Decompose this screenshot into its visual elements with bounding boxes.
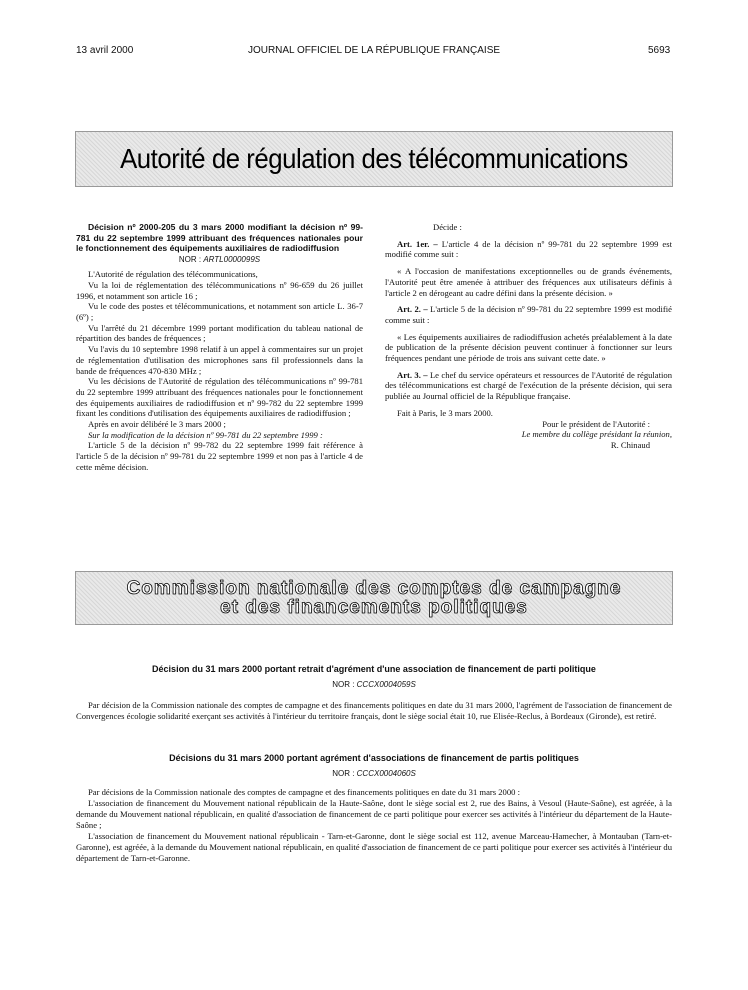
nor-label: NOR : <box>332 769 355 778</box>
header-journal-title: JOURNAL OFFICIEL DE LA RÉPUBLIQUE FRANÇAISE <box>247 45 501 56</box>
decision-2-title: Décisions du 31 mars 2000 portant agrément d'associations de financement de partis politiques <box>169 753 579 763</box>
nor-reference <box>76 255 363 266</box>
decision-1-paragraph: Par décision de la Commission nationale des comptes de campagne et des financements politiques en date du 31 mars 2000, l'agrément de l'association de financement de Convergences écologie solidarité exerçant ses activités à l'intérieur du territoire français, dont le siège social était 10, rue Elisée-Reclus, à Bordeaux (Gironde), est retiré. <box>76 700 672 721</box>
article-2 <box>385 304 672 325</box>
decision-2-nor <box>76 769 672 778</box>
article-3 <box>385 370 672 402</box>
signature-line-2: Le membre du collège présidant la réunion, <box>521 429 672 440</box>
decision-left-column <box>76 222 363 473</box>
visa-paragraph: Après en avoir délibéré le 3 mars 2000 ; <box>88 419 226 430</box>
decision-1-title: Décision du 31 mars 2000 portant retrait d'agrément d'une association de financement de parti politique <box>152 664 596 674</box>
article-1 <box>385 239 672 260</box>
article-label: Art. 3. – <box>397 369 428 380</box>
nor-code: ARTL0000099S <box>203 254 261 264</box>
nor-label: NOR : <box>178 254 202 264</box>
visa-paragraph: Vu la loi de réglementation des télécommunications nº 96-659 du 26 juillet 1996, et notamment son article 16 ; <box>76 279 363 301</box>
decision-2-body <box>76 787 672 864</box>
section-banner-cnccfp <box>75 571 673 625</box>
section-title-line-1: Commission nationale des comptes de campagne <box>126 578 622 599</box>
article-label: Art. 2. – <box>397 304 428 315</box>
nor-code: CCCX0004060S <box>356 769 416 778</box>
article-text: Le chef du service opérateurs et ressources de l'Autorité de régulation des télécommunications est chargé de l'exécution de la présente décision, qui sera publiée au Journal officiel de la République française. <box>385 369 672 402</box>
signature-date: Fait à Paris, le 3 mars 2000. <box>397 407 493 418</box>
nor-code: CCCX0004059S <box>356 680 416 689</box>
decision-2-paragraph: L'association de financement du Mouvement national républicain de la Haute-Saône, dont le siège social est 2, rue des Bains, à Vesoul (Haute-Saône), est agréée, à la demande du Mouvement national républicain, en qualité d'association de financement de ce parti politique pour exercer ses activités à l'intérieur du département de la Haute-Saône ; <box>76 798 672 830</box>
decision-2-paragraph: Par décisions de la Commission nationale des comptes de campagne et des financements politiques en date du 31 mars 2000 : <box>88 787 520 797</box>
header-page-number: 5693 <box>648 45 671 56</box>
visa-paragraph: Vu l'avis du 10 septembre 1998 relatif à un appel à commentaires sur un projet de réglementation d'utilisation des microphones sans fil professionnels dans la bande de fréquences 470-830 MHz ; <box>76 344 363 376</box>
header-date: 13 avril 2000 <box>76 45 134 56</box>
visa-paragraph: Vu les décisions de l'Autorité de régulation des télécommunications nº 99-781 du 22 septembre 1999 attribuant des fréquences nationales pour le fonctionnement des équipements auxiliaires de radiodiffusion et nº 99-782 du 22 septembre 1999 fixant les conditions d'utilisation des équipements auxiliaires de radiodiffusion ; <box>76 376 363 419</box>
decision-2-paragraph: L'association de financement du Mouvement national républicain - Tarn-et-Garonne, dont le siège social est 112, avenue Marceau-Hamecher, à Montauban (Tarn-et-Garonne), est agréée, à la demande du Mouvement national républicain, en qualité d'association de financement de ce parti politique pour exercer ses activités à l'intérieur du département de Tarn-et-Garonne. <box>76 831 672 863</box>
decision-right-column <box>385 222 672 451</box>
decide-heading: Décide : <box>433 222 462 232</box>
article-text: L'article 4 de la décision nº 99-781 du 22 septembre 1999 est modifié comme suit : <box>385 238 672 260</box>
article-text: L'article 5 de la décision nº 99-781 du 22 septembre 1999 est modifié comme suit : <box>385 304 672 325</box>
signatory-name: R. Chinaud <box>610 439 650 450</box>
section-title-line-2: et des financements politiques <box>220 597 528 618</box>
article-1-quote: « A l'occasion de manifestations exceptionnelles ou de grands événements, l'Autorité peut être amenée à attribuer des fréquences aux utilisateurs définis à l'article 2 en dérogeant au cadre défini dans la présente décision. » <box>385 266 672 298</box>
article-2-quote: « Les équipements auxiliaires de radiodiffusion achetés préalablement à la date de publication de la présente décision peuvent continuer à fonctionner sur leurs fréquences pendant une période de trois ans suivant cette date. » <box>385 331 672 364</box>
decision-1-body <box>76 700 672 722</box>
subheading: Sur la modification de la décision nº 99-781 du 22 septembre 1999 : <box>88 429 323 440</box>
visa-paragraph: L'article 5 de la décision nº 99-782 du 22 septembre 1999 fait référence à l'article 5 de la décision nº 99-781 du 22 septembre 1999 et non pas à l'article 4 de cette même décision. <box>76 440 363 472</box>
signature-line-1: Pour le président de l'Autorité : <box>542 418 650 429</box>
nor-label: NOR : <box>332 680 355 689</box>
decision-title: Décision nº 2000-205 du 3 mars 2000 modifiant la décision nº 99-781 du 22 septembre 1999 attribuant des fréquences nationales pour le fonctionnement des équipements auxiliaires de radiodiffusion <box>76 222 363 253</box>
section-title: Autorité de régulation des télécommunications <box>120 143 628 174</box>
visa-paragraph: Vu le code des postes et télécommunications, et notamment son article L. 36-7 (6º) ; <box>76 301 363 323</box>
visa-paragraph: L'Autorité de régulation des télécommunications, <box>88 269 258 280</box>
section-banner-art <box>75 131 673 187</box>
decision-1-nor <box>76 680 672 689</box>
article-label: Art. 1er. – <box>397 238 438 249</box>
visa-paragraph: Vu l'arrêté du 21 décembre 1999 portant modification du tableau national de répartition des bandes de fréquences ; <box>76 322 363 344</box>
